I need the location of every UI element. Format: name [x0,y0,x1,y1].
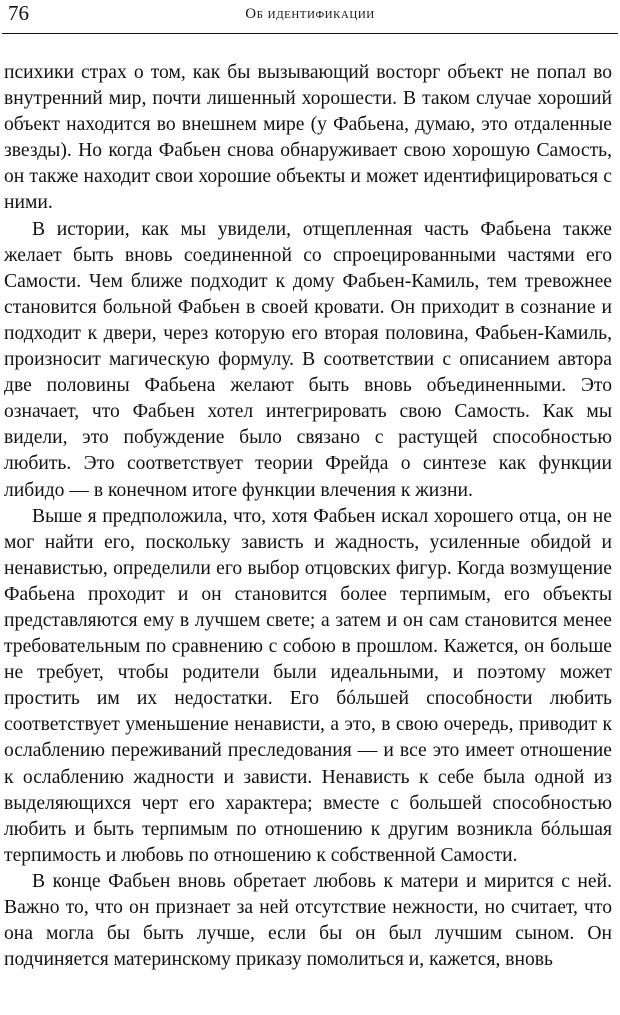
page-header [6,0,614,30]
body-text [4,60,612,973]
running-head: Об идентификации [245,6,375,22]
paragraph-1: психики страх о том, как бы вызывающий восторг объект не попал во внутренний мир, почти лишенный хорошести. В таком случае хороший объект находится во внешнем мире (у Фабьена, думаю, это отдаленные звезды). Но когда Фабьен снова обнаруживает свою хорошую Самость, он также находит свои хорошие объекты и может идентифицироваться с ними. [4,62,612,214]
header-rule [2,33,618,34]
paragraph-2: В истории, как мы увидели, отщепленная часть Фабьена также желает быть вновь соединенной со спроецированными частями его Самости. Чем ближе подходит к дому Фабьен-Камиль, тем тревожнее становится больной Фабьен в своей кровати. Он приходит в сознание и подходит к двери, через которую его вторая половина, Фабьен-Камиль, произносит магическую формулу. В соответствии с описанием автора две половины Фабьена желают быть вновь объединенными. Это означает, что Фабьен хотел интегрировать свою Самость. Как мы видели, это побуждение было связано с растущей способностью любить. Это соответствует теории Фрейда о синтезе как функции либидо — в конечном итоге функции влечения к жизни. [4,218,612,501]
paragraph-3: Выше я предположила, что, хотя Фабьен искал хорошего отца, он не мог найти его, поскольку зависть и жадность, усиленные обидой и ненавистью, определили его выбор отцовских фигур. Когда возмущение Фабьена проходит и он становится более терпимым, его объекты представляются ему в лучшем свете; а затем и он сам становится менее требовательным по сравнению с собою в прошлом. Кажется, он больше не требует, чтобы родители были идеальными, и поэтому может простить им их недостатки. Его бóльшей способности любить соответствует уменьшение ненависти, а это, в свою очередь, приводит к ослаблению переживаний преследования — и все это имеет отношение к ослаблению жадности и зависти. Ненависть к себе была одной из выделяющихся черт его характера; вместе с большей способностью любить и быть терпимым по отношению к другим возникла бóльшая терпимость и любовь по отношению к собственной Самости. [4,505,612,866]
paragraph-4: В конце Фабьен вновь обретает любовь к матери и мирится с ней. Важно то, что он признает за ней отсутствие нежности, но считает, что она могла бы быть лучше, если бы он был лучшим сыном. Он подчиняется материнскому приказу помолиться и, кажется, вновь [4,870,612,971]
page-number: 76 [8,1,29,25]
